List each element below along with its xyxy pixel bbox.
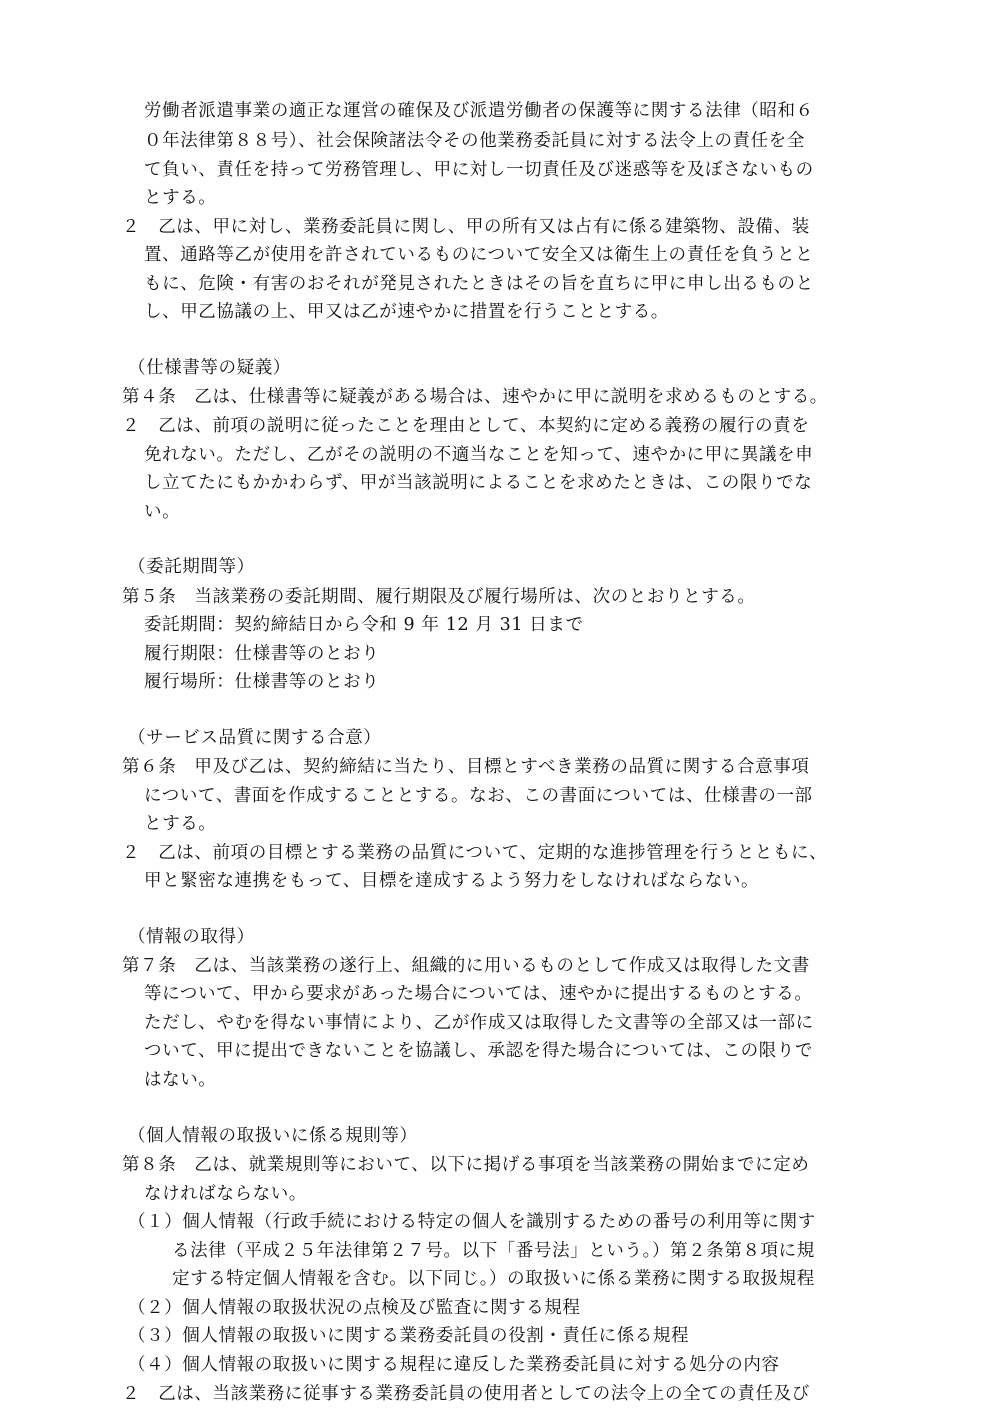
article-heading: （委託期間等） [128, 557, 255, 577]
text-line: し立てたにもかかわらず、甲が当該説明によることを求めたときは、この限りでな [144, 473, 813, 493]
text-line: もに、危険・有害のおそれが発見されたときはその旨を直ちに甲に申し出るものと [144, 274, 814, 294]
article-heading: （情報の取得） [128, 927, 255, 947]
text-line: 等について、甲から要求があった場合については、速やかに提出するものとする。 [144, 984, 813, 1004]
text-line: 第８条 乙は、就業規則等において、以下に掲げる事項を当該業務の開始までに定め [122, 1155, 810, 1175]
article-heading: （個人情報の取扱いに係る規則等） [128, 1126, 418, 1146]
list-item-continuation: る法律（平成２５年法律第２７号。以下「番号法」という。）第２条第８項に規 [172, 1241, 815, 1261]
text-line: 免れない。ただし、乙がその説明の不適当なことを知って、速やかに甲に異議を申 [144, 445, 814, 465]
text-line: 労働者派遣事業の適正な運営の確保及び派遣労働者の保護等に関する法律（昭和６ [144, 101, 814, 121]
text-line: ０年法律第８８号）、社会保険諸法令その他業務委託員に対する法令上の責任を全 [144, 131, 805, 151]
article-heading: （仕様書等の疑義） [128, 358, 291, 378]
text-line: 置、通路等乙が使用を許されているものについて安全又は衛生上の責任を負うとと [144, 245, 814, 265]
text-line: について、書面を作成することとする。なお、この書面については、仕様書の一部 [144, 786, 813, 806]
text-line: とする。 [144, 814, 217, 834]
text-line: とする。 [144, 188, 217, 208]
text-line: い。 [144, 502, 181, 522]
text-line: 履行場所：仕様書等のとおり [144, 672, 380, 692]
text-line: 履行期限：仕様書等のとおり [144, 644, 380, 664]
text-line: ただし、やむを得ない事情により、乙が作成又は取得した文書等の全部又は一部に [144, 1013, 814, 1033]
article-heading: （サービス品質に関する合意） [128, 728, 382, 748]
text-line: 第４条 乙は、仕様書等に疑義がある場合は、速やかに甲に説明を求めるものとする。 [122, 387, 828, 407]
text-line: 第５条 当該業務の委託期間、履行期限及び履行場所は、次のとおりとする。 [122, 587, 756, 607]
text-line: 委託期間：契約締結日から令和 9 年 12 月 31 日まで [144, 615, 584, 635]
text-line: ついて、甲に提出できないことを協議し、承認を得た場合については、この限りで [144, 1041, 813, 1061]
text-line: ２ 乙は、前項の説明に従ったことを理由として、本契約に定める義務の履行の責を [122, 416, 810, 436]
text-line: 甲と緊密な連携をもって、目標を達成するよう努力をしなければならない。 [144, 871, 760, 891]
text-line: 第６条 甲及び乙は、契約締結に当たり、目標とすべき業務の品質に関する合意事項 [122, 757, 810, 777]
text-line: て負い、責任を持って労務管理し、甲に対し一切責任及び迷惑等を及ぼさないもの [144, 160, 814, 180]
text-line: 第７条 乙は、当該業務の遂行上、組織的に用いるものとして作成又は取得した文書 [122, 956, 810, 976]
text-line: ２ 乙は、当該業務に従事する業務委託員の使用者としての法令上の全ての責任及び [122, 1384, 810, 1404]
text-line: なければならない。 [144, 1184, 307, 1204]
text-line: はない。 [144, 1070, 217, 1090]
list-item: （３）個人情報の取扱いに関する業務委託員の役割・責任に係る規程 [128, 1326, 690, 1346]
text-line: し、甲乙協議の上、甲又は乙が速やかに措置を行うこととする。 [144, 302, 669, 322]
list-item: （１）個人情報（行政手続における特定の個人を識別するための番号の利用等に関す [128, 1212, 816, 1232]
text-line: ２ 乙は、甲に対し、業務委託員に関し、甲の所有又は占有に係る建築物、設備、装 [122, 217, 810, 237]
list-item: （２）個人情報の取扱状況の点検及び監査に関する規程 [128, 1298, 581, 1318]
text-line: ２ 乙は、前項の目標とする業務の品質について、定期的な進捗管理を行うとともに、 [122, 843, 828, 863]
list-item: （４）個人情報の取扱いに関する規程に違反した業務委託員に対する処分の内容 [128, 1355, 780, 1375]
list-item-continuation: 定する特定個人情報を含む。以下同じ。）の取扱いに係る業務に関する取扱規程 [172, 1269, 815, 1289]
